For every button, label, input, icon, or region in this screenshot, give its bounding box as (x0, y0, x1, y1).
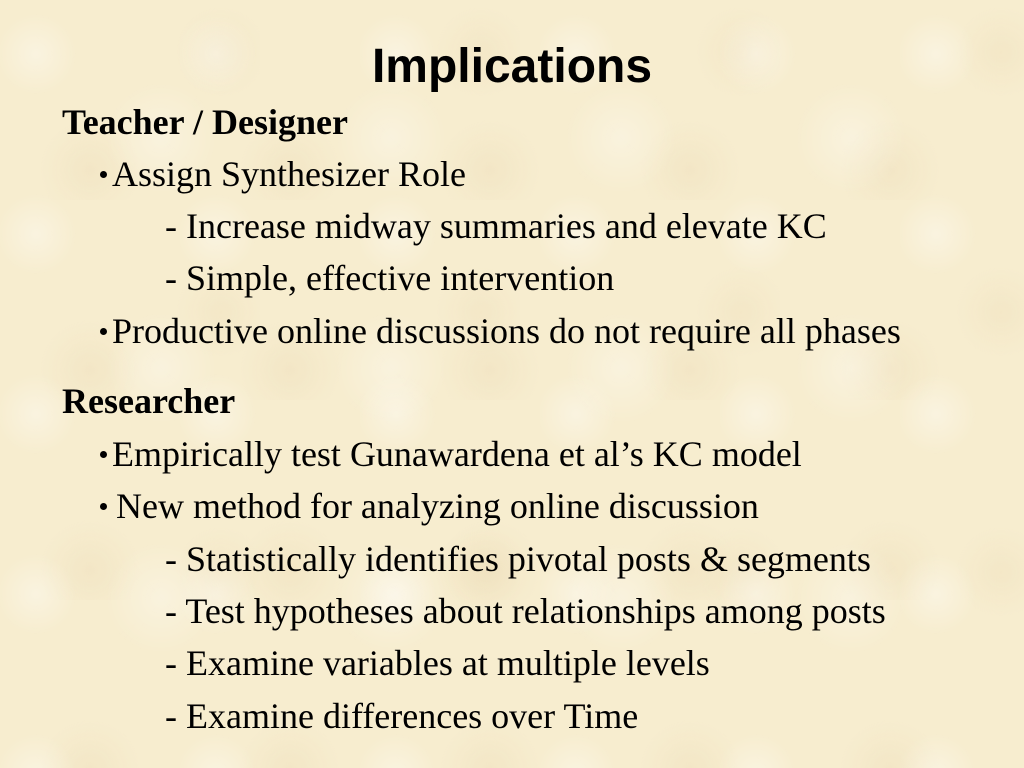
slide-title: Implications (371, 40, 653, 93)
bullet-text: Assign Synthesizer Role (112, 154, 466, 194)
bullet-item (100, 480, 759, 532)
sub-item: - Examine differences over Time (165, 696, 639, 736)
sub-item: - Increase midway summaries and elevate KC (165, 206, 827, 246)
bullet-text: Empirically test Gunawardena et al’s KC model (112, 434, 802, 474)
bullet-icon (100, 503, 107, 510)
bullet-text: Productive online discussions do not require all phases (112, 311, 901, 351)
bullet-icon (100, 171, 107, 178)
bullet-item (100, 148, 466, 200)
sub-item: - Simple, effective intervention (165, 258, 615, 298)
sub-item: - Examine variables at multiple levels (165, 643, 710, 683)
bullet-icon (100, 328, 107, 335)
section-heading-researcher: Researcher (62, 381, 236, 421)
sub-item: - Test hypotheses about relationships among posts (165, 591, 886, 631)
sub-item: - Statistically identifies pivotal posts & segments (165, 539, 871, 579)
bullet-text: New method for analyzing online discussion (116, 486, 759, 526)
bullet-icon (100, 451, 107, 458)
section-heading-teacher-designer: Teacher / Designer (62, 102, 348, 142)
bullet-item (100, 305, 901, 357)
bullet-item (100, 428, 802, 480)
